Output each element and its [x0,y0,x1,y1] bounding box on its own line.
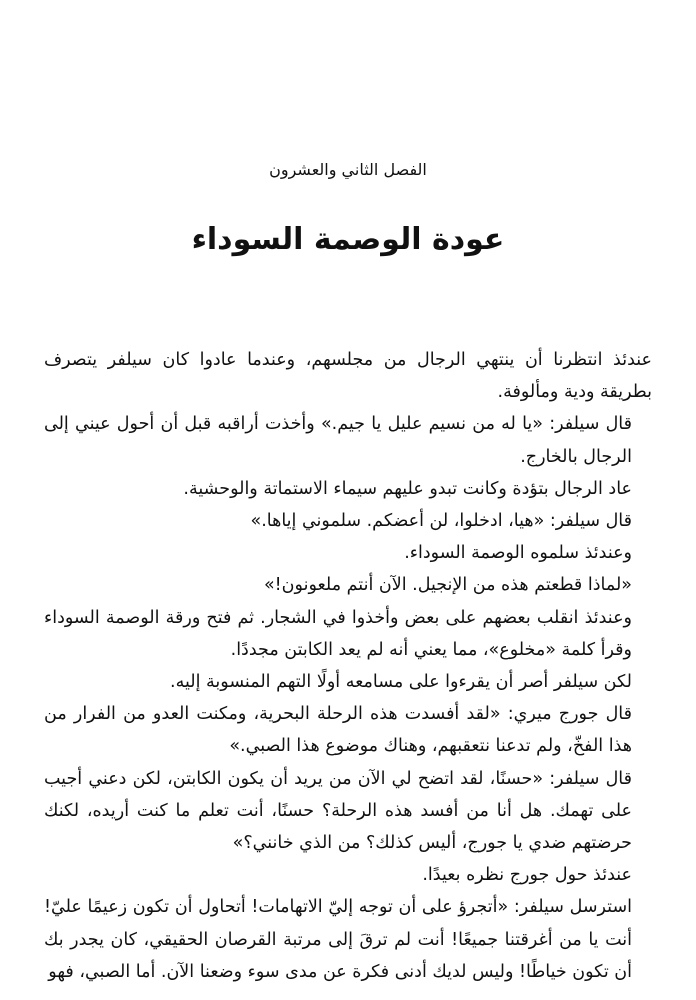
paragraph: استرسل سيلفر: «أتجرؤ على أن توجه إليّ الاتهامات! أتحاول أن تكون زعيمًا عليّ! أنت يا من أغرقتنا جميعًا! أنت لم ترقَ إلى مرتبة القرصان الحقيقي، كان يجدر بك أن تكون خياطًا! وليس لديك أدنى فكرة عن مدى سوء وضعنا الآن. أما الصبي، فهو [44,897,632,982]
chapter-title: عودة الوصمة السوداء [191,222,505,257]
paragraph: «لماذا قطعتم هذه من الإنجيل. الآن أنتم ملعونون!» [263,575,632,596]
paragraph: وعندئذ انقلب بعضهم على بعض وأخذوا في الشجار. ثم فتح ورقة الوصمة السوداء وقرأ كلمة «مخلوع»، مما يعني أنه لم يعد الكابتن مجددًا. [44,607,632,660]
chapter-number-label: الفصل الثاني والعشرون [269,160,427,179]
paragraph: عندئذ حول جورج نظره بعيدًا. [422,865,632,886]
paragraph: لكن سيلفر أصر أن يقرءوا على مسامعه أولًا التهم المنسوبة إليه. [170,672,632,693]
paragraph: عندئذ انتظرنا أن ينتهي الرجال من مجلسهم، وعندما عادوا كان سيلفر يتصرف بطريقة ودية ومألوفة. [44,350,652,403]
paragraph: عاد الرجال بتؤدة وكانت تبدو عليهم سيماء الاستماتة والوحشية. [183,478,632,499]
paragraph: وعندئذ سلموه الوصمة السوداء. [404,543,632,564]
paragraph: قال سيلفر: «حسنًا، لقد اتضح لي الآن من يريد أن يكون الكابتن، لكن دعني أجيب على تهمك. هل أنا من أفسد هذه الرحلة؟ حسنًا، أنت تعلم ما كنت أريده، لكنك حرضتهم ضدي يا جورج، أليس كذلك؟ من الذي خانني؟» [44,768,632,854]
paragraph: قال سيلفر: «يا له من نسيم عليل يا جيم.» وأخذت أراقبه قبل أن أحول عيني إلى الرجال بالخارج. [44,414,632,467]
paragraph: قال سيلفر: «هيا، ادخلوا، لن أعضكم. سلموني إياها.» [250,511,632,532]
paragraph: قال جورج ميري: «لقد أفسدت هذه الرحلة البحرية، ومكنت العدو من الفرار من هذا الفخّ، ولم تدعنا نتعقبهم، وهناك موضوع هذا الصبي.» [44,704,632,757]
chapter-body [44,344,652,988]
